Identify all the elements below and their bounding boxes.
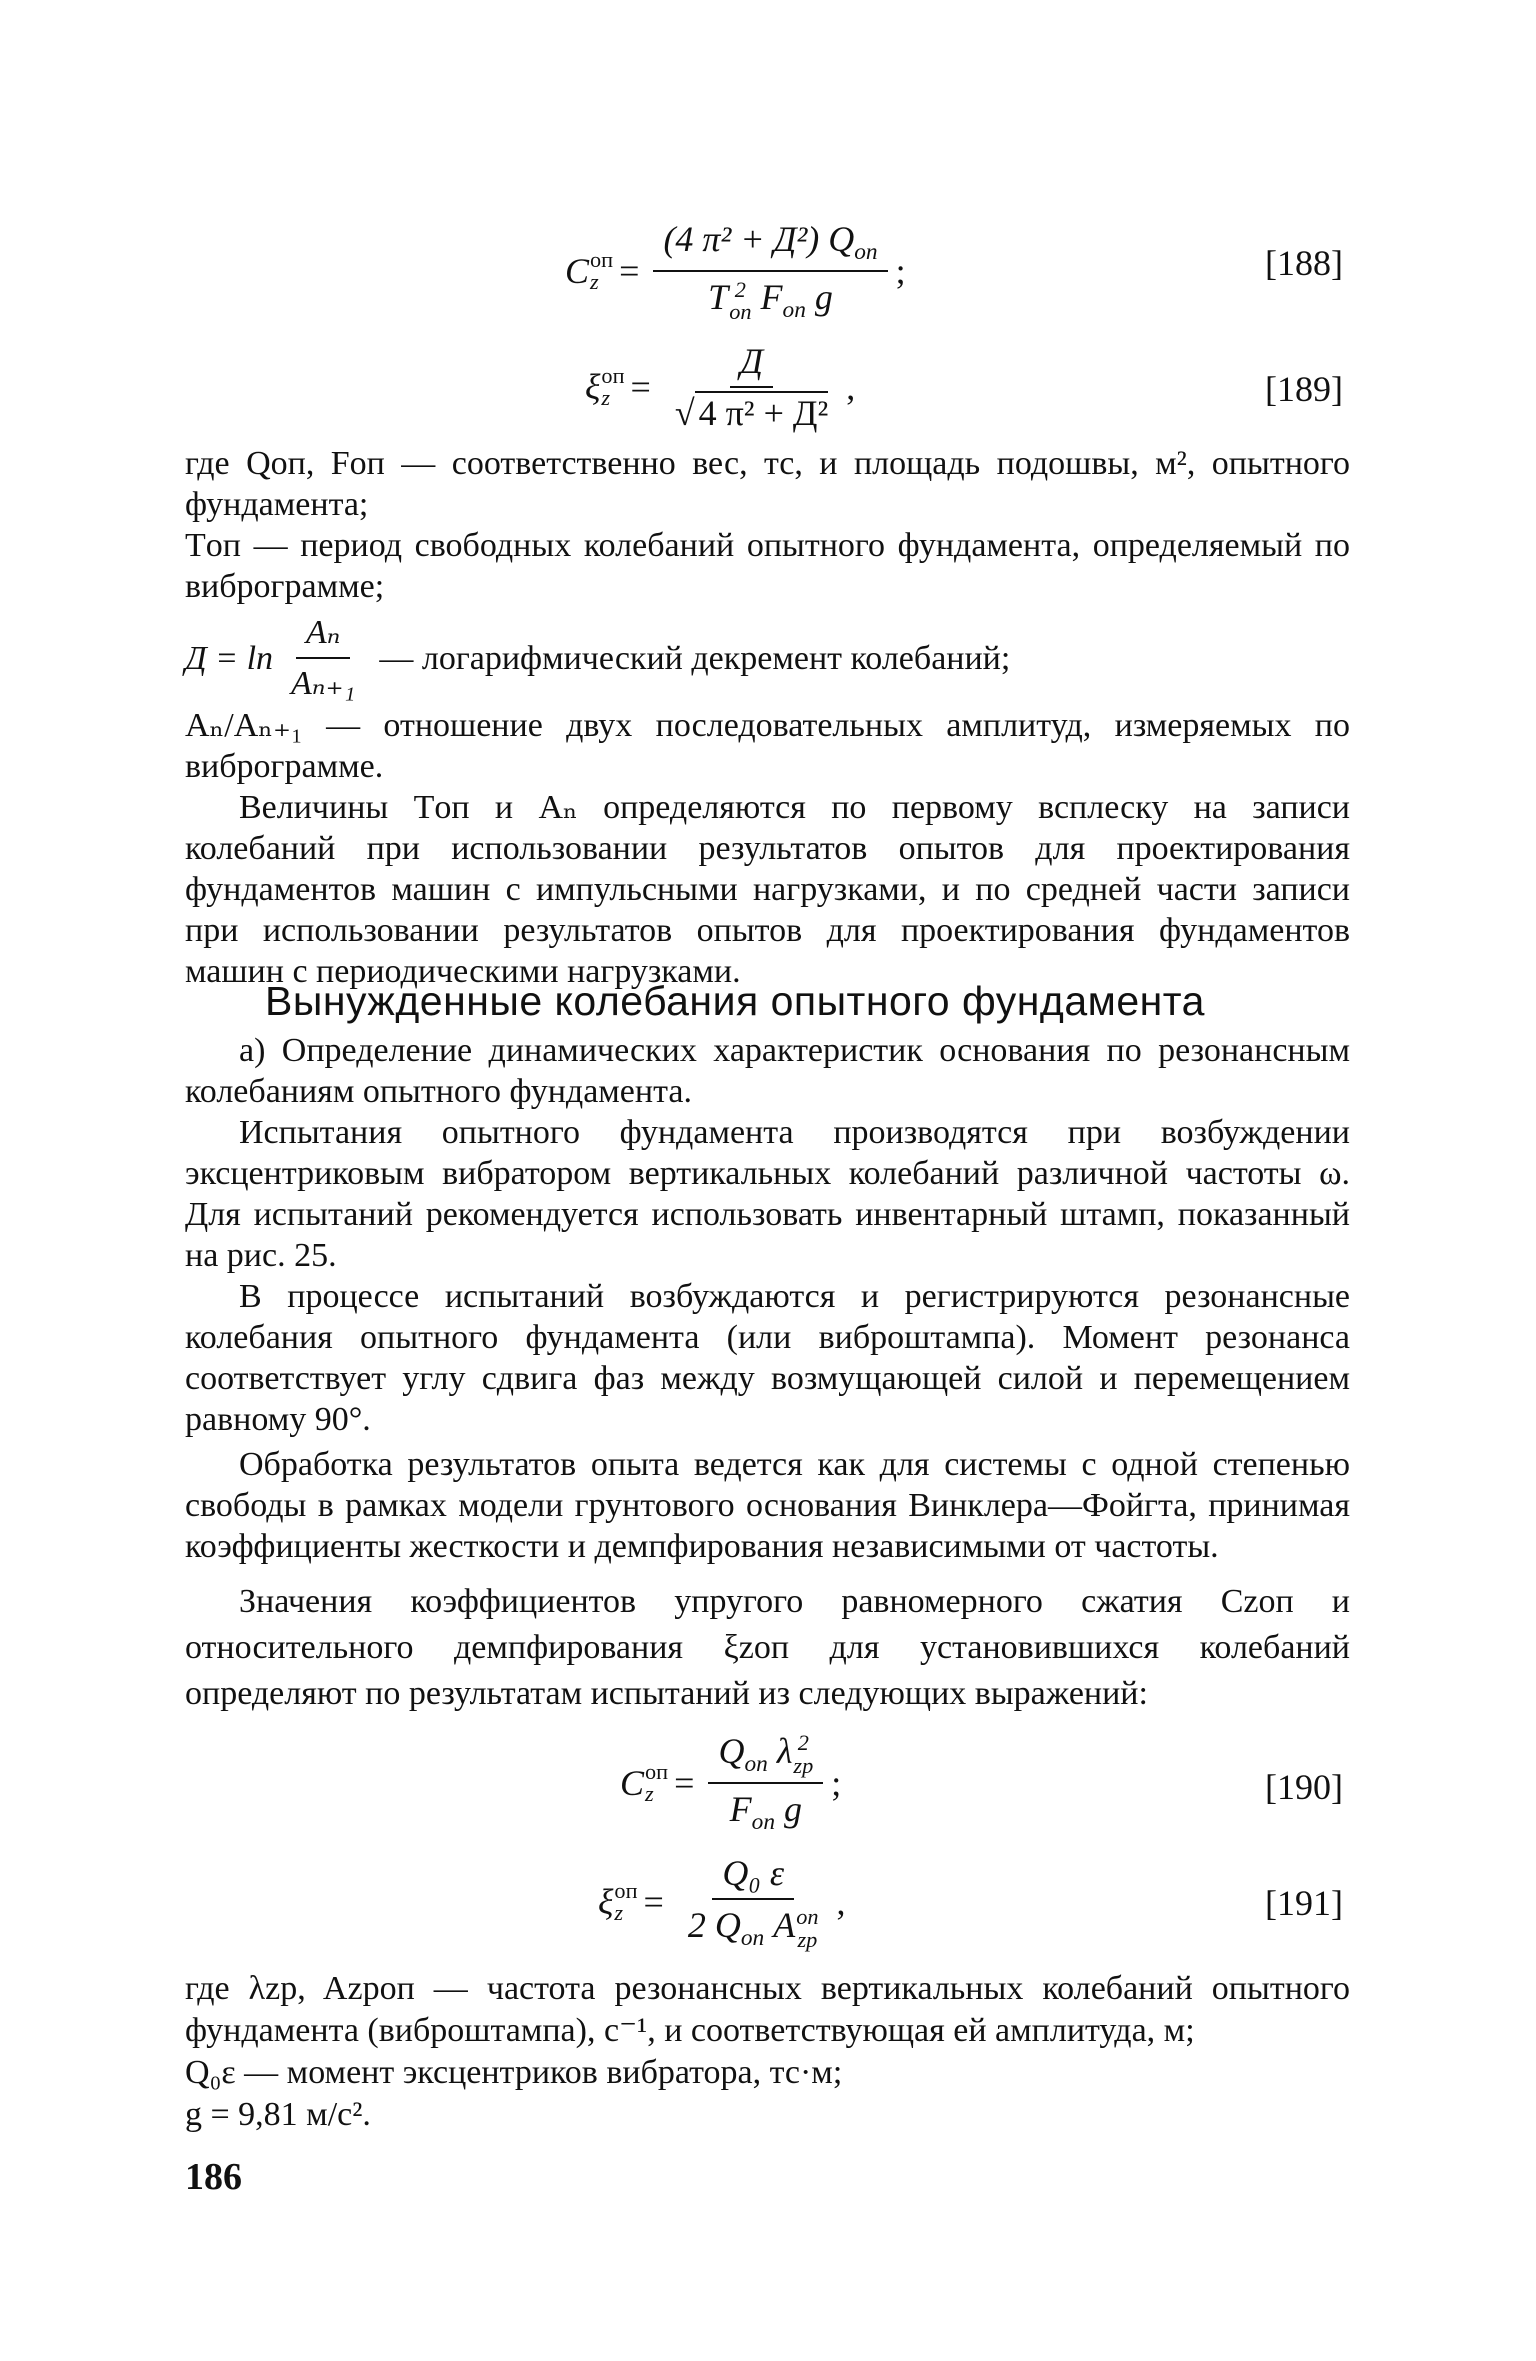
paragraph: а) Определение динамических характеристик основания по резонансным колебаниям опытного фундамента. [185,1032,1350,1110]
definition-line: Q₀ε — момент эксцентриков вибратора, тс·м; [185,2054,843,2091]
formula-189: ξ оп z = $\frac{Д}{\text{√ 4 π² + Д²}}$ , [585,341,856,433]
definition-line: где Qоп, Fоп — соответственно вес, тс, и площадь подошвы, м², опытного фундамента; [185,445,1350,523]
definition-line: Aₙ/Aₙ₊₁ — отношение двух последовательных амплитуд, измеряемых по виброграмме. [185,707,1350,785]
decrement-definition: Д = ln $\frac{\text{Aₙ}}{\text{Aₙ₊₁}}$ — логарифмический декремент колебаний; [185,614,1011,702]
body-text [185,1030,1350,1717]
section-heading: Вынужденные колебания опытного фундамента [265,978,1205,1024]
page-number: 186 [185,2156,242,2198]
equation-number-191: [191] [1265,1883,1343,1923]
paragraph: В процессе испытаний возбуждаются и регистрируются резонансные колебания опытного фундамента (или виброштампа). Момент резонанса соответствует углу сдвига фаз между возмущающей силой и перемещением равному 90°. [185,1278,1350,1438]
definition-line: где λzp, Azpоп — частота резонансных вертикальных колебаний опытного фундамента (виброштампа), с⁻¹, и соответствующая ей амплитуда, м; [185,1970,1350,2049]
definition-line: g = 9,81 м/с². [185,2096,371,2133]
equation-number-190: [190] [1265,1767,1343,1807]
formula-190: C оп z = $Q_{оп}$ λ 2 zp $F_{оп}$ g ; [620,1730,842,1836]
paragraph: Величины Tоп и Aₙ определяются по первому всплеску на записи колебаний при использовании результатов опытов для проектирования фундаментов машин с импульсными нагрузками, и по средней части записи при использовании результатов опытов для проектирования фундаментов машин с периодическими нагрузками. [185,789,1350,990]
formula-188: C оп z = (4 π² + Д²) $Q_{оп}$ T 2 оп $F_{оп}$ g ; [565,219,906,324]
formula-191: ξ оп z = Q₀ ε 2 $Q_{оп}$ A оп zp , [598,1853,846,1952]
equation-number-189: [189] [1265,369,1343,409]
definition-line: Tоп — период свободных колебаний опытного фундамента, определяемый по виброграмме; [185,527,1350,605]
paragraph: Значения коэффициентов упругого равномерного сжатия Czоп и относительного демпфирования ξzоп для установившихся колебаний определяют по результатам испытаний из следующих выражений: [185,1583,1350,1712]
definitions-block-1 [185,443,1350,992]
formula-lhs: C [565,251,590,292]
formula-fraction: Q₀ ε 2 $Q_{оп}$ A оп zp [687,1853,819,1952]
paragraph: Испытания опытного фундамента производятся при возбуждении эксцентриковым вибратором вертикальных колебаний различной частоты ω. Для испытаний рекомендуется использовать инвентарный штамп, показанный на рис. 25. [185,1114,1350,1274]
equation-number-188: [188] [1265,243,1343,283]
formula-fraction: (4 π² + Д²) $Q_{оп}$ T 2 оп $F_{оп}$ g [653,218,887,324]
formula-fraction: $Q_{оп}$ λ 2 zp $F_{оп}$ g [708,1730,823,1836]
formula-fraction: $\frac{Д}{\text{√ 4 π² + Д²}}$ [674,341,829,433]
paragraph: Обработка результатов опыта ведется как для системы с одной степенью свободы в рамках модели грунтового основания Винклера—Фойгта, принимая коэффициенты жесткости и демпфирования независимыми от частоты. [185,1446,1350,1565]
definitions-block-2 [185,1968,1350,2136]
